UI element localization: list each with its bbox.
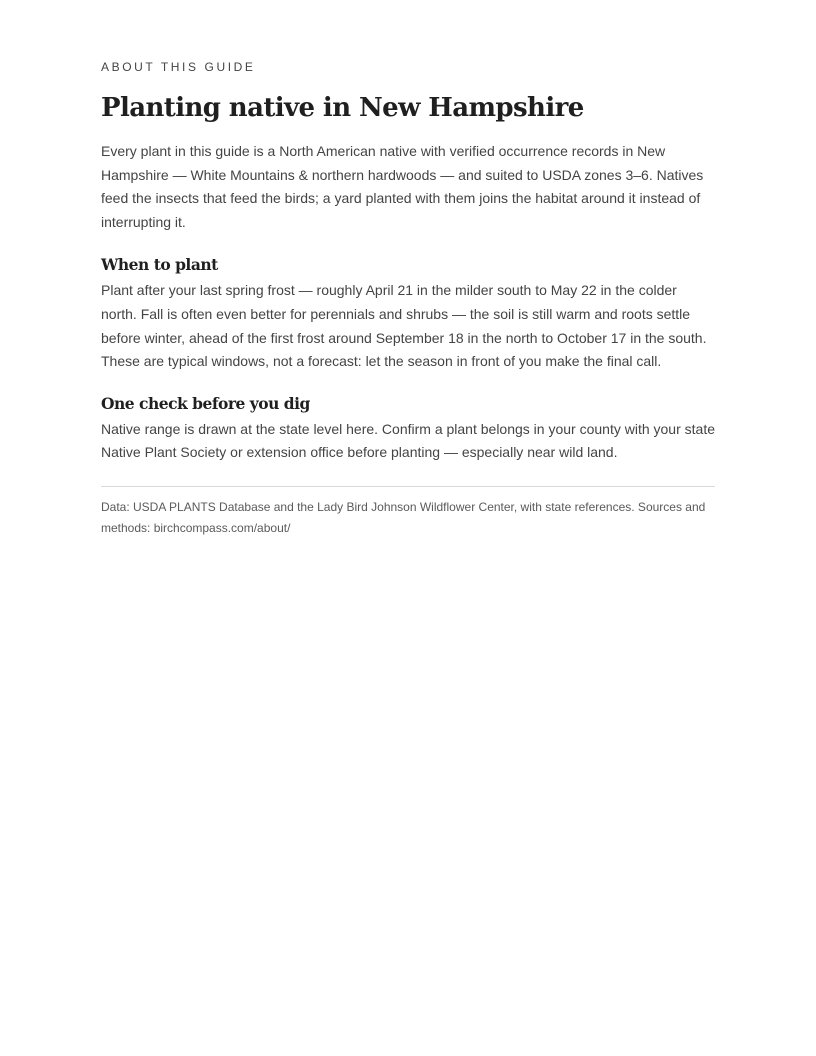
data-sources-note: Data: USDA PLANTS Database and the Lady Bird Johnson Wildflower Center, with state references. Sources and methods: birchcompass.com/about/ [101, 499, 706, 535]
intro-paragraph: Every plant in this guide is a North American native with verified occurrence records in New Hampshire — White Mountains & northern hardwoods — and suited to USDA zones 3–6. Natives feed the insects that feed the birds; a yard planted with them joins the habitat around it instead of interrupting it. [101, 143, 704, 230]
footer-divider [101, 486, 715, 487]
check-before-dig-paragraph: Native range is drawn at the state level here. Confirm a plant belongs in your county with your state Native Plant Society or extension office before planting — especially near wild land. [101, 420, 715, 461]
section-eyebrow: ABOUT THIS GUIDE [101, 60, 256, 74]
guide-page [101, 58, 715, 539]
when-to-plant-heading: When to plant [101, 255, 218, 275]
check-before-dig-heading: One check before you dig [101, 393, 310, 413]
when-to-plant-paragraph: Plant after your last spring frost — roughly April 21 in the milder south to May 22 in the colder north. Fall is often even better for perennials and shrubs — the soil is still warm and roots settle before winter, ahead of the first frost around September 18 in the north to October 17 in the south. These are typical windows, not a forecast: let the season in front of you make the final call. [101, 282, 707, 370]
page-title: Planting native in New Hampshire [101, 93, 584, 123]
